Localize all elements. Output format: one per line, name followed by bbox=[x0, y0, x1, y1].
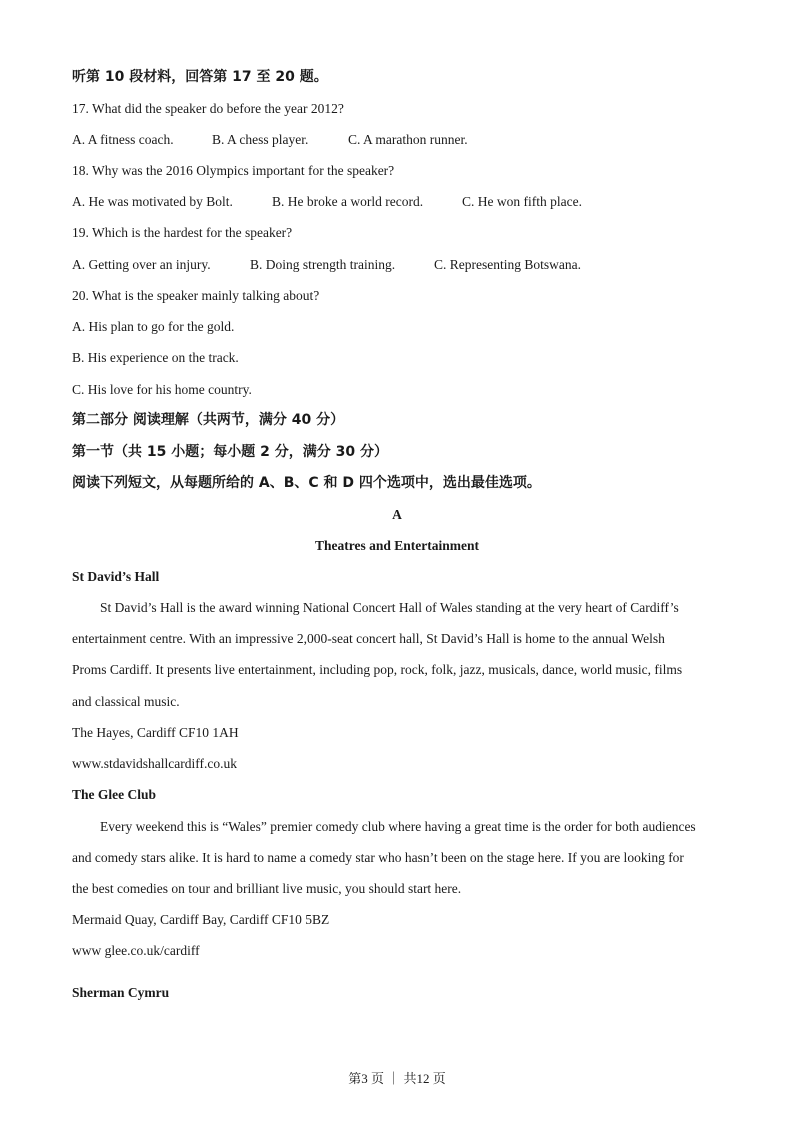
option-b: B. Doing strength training. bbox=[250, 257, 396, 272]
venue-description-line: entertainment centre. With an impressive 2,000-seat concert hall, St David’s Hall is home to the annual Welsh bbox=[72, 631, 665, 646]
option-a: A. He was motivated by Bolt. bbox=[72, 194, 233, 209]
venue-description-line: Every weekend this is “Wales” premier comedy club where having a great time is the order for both audiences bbox=[100, 819, 696, 834]
venue-name: Sherman Cymru bbox=[72, 985, 170, 1000]
option-a: A. Getting over an injury. bbox=[72, 257, 211, 272]
page-footer: 第3 页 ｜ 共12 页 bbox=[348, 1071, 446, 1086]
passage-letter: A bbox=[392, 507, 402, 522]
venue-address: The Hayes, Cardiff CF10 1AH bbox=[72, 725, 239, 740]
option-a: A. A fitness coach. bbox=[72, 132, 174, 147]
option-c: C. He won fifth place. bbox=[462, 194, 582, 209]
venue-address: Mermaid Quay, Cardiff Bay, Cardiff CF10 5BZ bbox=[72, 912, 330, 927]
reading-part-heading: 第二部分 阅读理解（共两节，满分 40 分） bbox=[72, 412, 345, 428]
option-c: C. Representing Botswana. bbox=[434, 257, 581, 272]
venue-description-line: the best comedies on tour and brilliant live music, you should start here. bbox=[72, 881, 462, 896]
venue-description-line: and comedy stars alike. It is hard to name a comedy star who hasn’t been on the stage here. If you are looking for bbox=[72, 850, 684, 865]
venue-website: www.stdavidshallcardiff.co.uk bbox=[72, 756, 237, 771]
question-18: 18. Why was the 2016 Olympics important for the speaker? bbox=[72, 163, 395, 178]
option-b: B. He broke a world record. bbox=[272, 194, 424, 209]
venue-description-line: Proms Cardiff. It presents live entertainment, including pop, rock, folk, jazz, musicals, dance, world music, films bbox=[72, 662, 683, 677]
option-b: B. A chess player. bbox=[212, 132, 309, 147]
reading-instruction: 阅读下列短文，从每题所给的 A、B、C 和 D 四个选项中，选出最佳选项。 bbox=[72, 475, 541, 491]
question-20: 20. What is the speaker mainly talking about? bbox=[72, 288, 320, 303]
question-18-options bbox=[72, 193, 582, 211]
question-17-options bbox=[72, 131, 468, 149]
venue-name: The Glee Club bbox=[72, 787, 157, 802]
venue-description-line: and classical music. bbox=[72, 694, 180, 709]
venue-description-line: St David’s Hall is the award winning National Concert Hall of Wales standing at the very heart of Cardiff’s bbox=[100, 600, 679, 615]
option-c: C. A marathon runner. bbox=[348, 132, 468, 147]
venue-name: St David’s Hall bbox=[72, 569, 160, 584]
question-19: 19. Which is the hardest for the speaker? bbox=[72, 225, 293, 240]
question-20-option-b: B. His experience on the track. bbox=[72, 350, 239, 365]
venue-website: www glee.co.uk/cardiff bbox=[72, 943, 200, 958]
reading-section-heading: 第一节（共 15 小题；每小题 2 分，满分 30 分） bbox=[72, 444, 388, 460]
question-17: 17. What did the speaker do before the year 2012? bbox=[72, 101, 344, 116]
passage-title: Theatres and Entertainment bbox=[315, 538, 479, 553]
question-19-options bbox=[72, 256, 581, 274]
question-20-option-c: C. His love for his home country. bbox=[72, 382, 252, 397]
listening-section-heading: 听第 10 段材料，回答第 17 至 20 题。 bbox=[72, 69, 328, 85]
question-20-option-a: A. His plan to go for the gold. bbox=[72, 319, 235, 334]
